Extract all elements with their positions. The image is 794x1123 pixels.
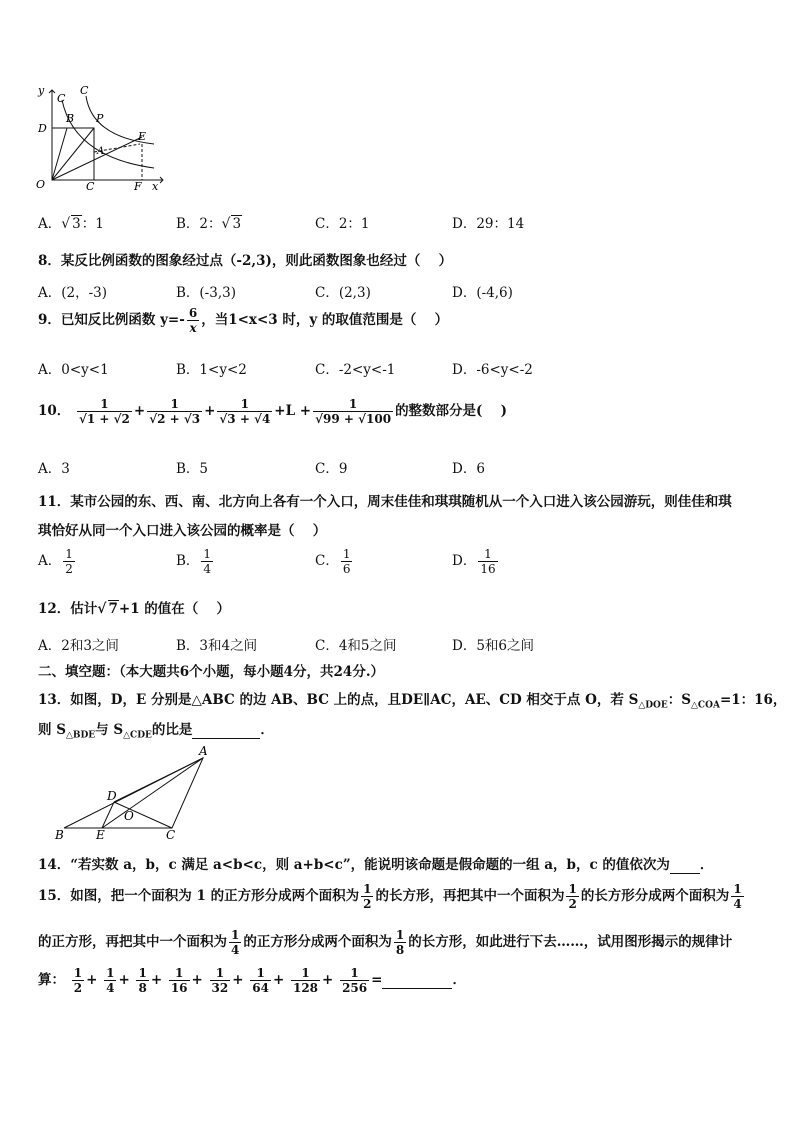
q7-option-a[interactable]: A．√ 3：1	[38, 216, 104, 232]
fig7-y: y	[38, 84, 45, 97]
fig7-C: C	[86, 180, 95, 193]
q13-stem-line1: 13．如图，D，E 分别是△ABC 的边 AB、BC 上的点，且DE∥AC，AE、CD 相交于点 O，若 $S_{\triangle DOE}$：$S_{\triangle COA}=1$：16，	[38, 692, 787, 711]
q7-option-c[interactable]: C．2：1	[315, 216, 370, 232]
q15-stem-line3: 算： $\frac{1}{2}$ + $\frac{1}{4}$ + $\frac{1}{8}$ + $\frac{1}{16}$ + $\frac{1}{32}$ + $\frac{1}{64}$ + $\frac{1}{128}$ + $\frac{1}{256}$ = ．	[38, 966, 466, 995]
fig7-D: D	[38, 122, 47, 135]
fig13-A: A	[199, 744, 208, 758]
q8-option-b[interactable]: B．(-3,3)	[176, 285, 236, 301]
q8-option-c[interactable]: C．(2,3)	[315, 285, 371, 301]
q14-answer-blank[interactable]	[670, 857, 700, 874]
fig13-D: D	[107, 789, 117, 803]
q9-option-a[interactable]: A．0<y<1	[38, 362, 109, 378]
q11-stem-line1: 11．某市公园的东、西、南、北方向上各有一个入口，周末佳佳和琪琪随机从一个入口进入该公园游玩，则佳佳和琪	[38, 494, 732, 510]
fig7-E: E	[138, 130, 147, 143]
fig7-c1: C	[80, 84, 89, 97]
fig7-x: x	[152, 180, 159, 193]
q11-option-d[interactable]: D． $\frac{1}{16}$	[452, 547, 496, 576]
q11-option-a[interactable]: A． $\frac{1}{2}$	[38, 547, 73, 576]
q10-option-d[interactable]: D．6	[452, 461, 485, 477]
fig7-A: A	[97, 146, 105, 157]
q15-stem-line2: 的正方形，再把其中一个面积为 $\frac{1}{4}$ 的正方形分成两个面积为 $\frac{1}{8}$ 的长方形，如此进行下去……，试用图形揭示的规律计	[38, 928, 733, 957]
q9-option-c[interactable]: C．-2<y<-1	[315, 362, 396, 378]
q13-figure	[52, 742, 212, 842]
q10-option-b[interactable]: B．5	[176, 461, 209, 477]
fig7-F: F	[134, 180, 142, 193]
q7-option-d[interactable]: D．29：14	[452, 216, 525, 232]
q13-answer-blank[interactable]	[192, 722, 260, 739]
fig7-B: B	[66, 112, 75, 125]
fig7-P: P	[96, 112, 104, 125]
q10-option-a[interactable]: A．3	[38, 461, 70, 477]
q11-option-c[interactable]: C． $\frac{1}{6}$	[315, 547, 351, 576]
q9-option-d[interactable]: D．-6<y<-2	[452, 362, 533, 378]
q7-figure	[34, 82, 169, 194]
q11-option-b[interactable]: B． $\frac{1}{4}$	[176, 547, 212, 576]
q15-answer-blank[interactable]	[382, 972, 452, 989]
q12-option-d[interactable]: D．5和6之间	[452, 638, 535, 654]
q13-stem-line2: 则 $S_{\triangle BDE}$与 $S_{\triangle CDE}$的比是 ．	[38, 722, 274, 741]
q8-stem: 8．某反比例函数的图象经过点（-2,3)，则此函数图象也经过（ ）	[38, 253, 453, 269]
q8-option-a[interactable]: A．(2，-3)	[38, 285, 108, 301]
q8-option-d[interactable]: D．(-4,6)	[452, 285, 513, 301]
fig13-C: C	[166, 828, 176, 842]
fig13-B: B	[55, 828, 64, 842]
q15-stem-line1: 15．如图，把一个面积为 1 的正方形分成两个面积为 $\frac{1}{2}$ 的长方形，再把其中一个面积为 $\frac{1}{2}$ 的长方形分成两个面积为 $\frac{1}{4}$	[38, 882, 742, 911]
q12-option-a[interactable]: A．2和3之间	[38, 638, 119, 654]
fig13-E: E	[96, 828, 105, 842]
q9-stem: 9．已知反比例函数 y=- $\frac{6}{x}$ ，当1<x<3 时，y 的取值范围是（ ）	[38, 306, 449, 335]
q12-option-b[interactable]: B．3和4之间	[176, 638, 258, 654]
fig7-c2: C	[57, 92, 66, 105]
fig13-O: O	[124, 809, 134, 823]
q14-stem: 14．“若实数 a，b，c 满足 a<b<c，则 a+b<c”，能说明该命题是假命题的一组 a，b，c 的值依次为 ．	[38, 857, 714, 873]
section-title: 二、填空题：（本大题共6个小题，每小题4分，共24分.）	[38, 664, 385, 680]
q7-option-b[interactable]: B．2：√ 3	[176, 216, 242, 232]
fig7-O: O	[36, 178, 46, 191]
q10-stem: 10． $\frac{1}{√1 + √2}$ + $\frac{1}{√2 + √3}$ + $\frac{1}{√3 + √4}$ +L + $\frac{1}{√99 + √100}$ 的整数部分是( )	[38, 397, 508, 426]
q11-stem-line2: 琪恰好从同一个入口进入该公园的概率是（ ）	[38, 523, 327, 539]
q10-option-c[interactable]: C．9	[315, 461, 348, 477]
q9-option-b[interactable]: B．1<y<2	[176, 362, 247, 378]
q12-stem: 12．估计√ 7+1 的值在（ ）	[38, 601, 231, 617]
q12-option-c[interactable]: C．4和5之间	[315, 638, 397, 654]
